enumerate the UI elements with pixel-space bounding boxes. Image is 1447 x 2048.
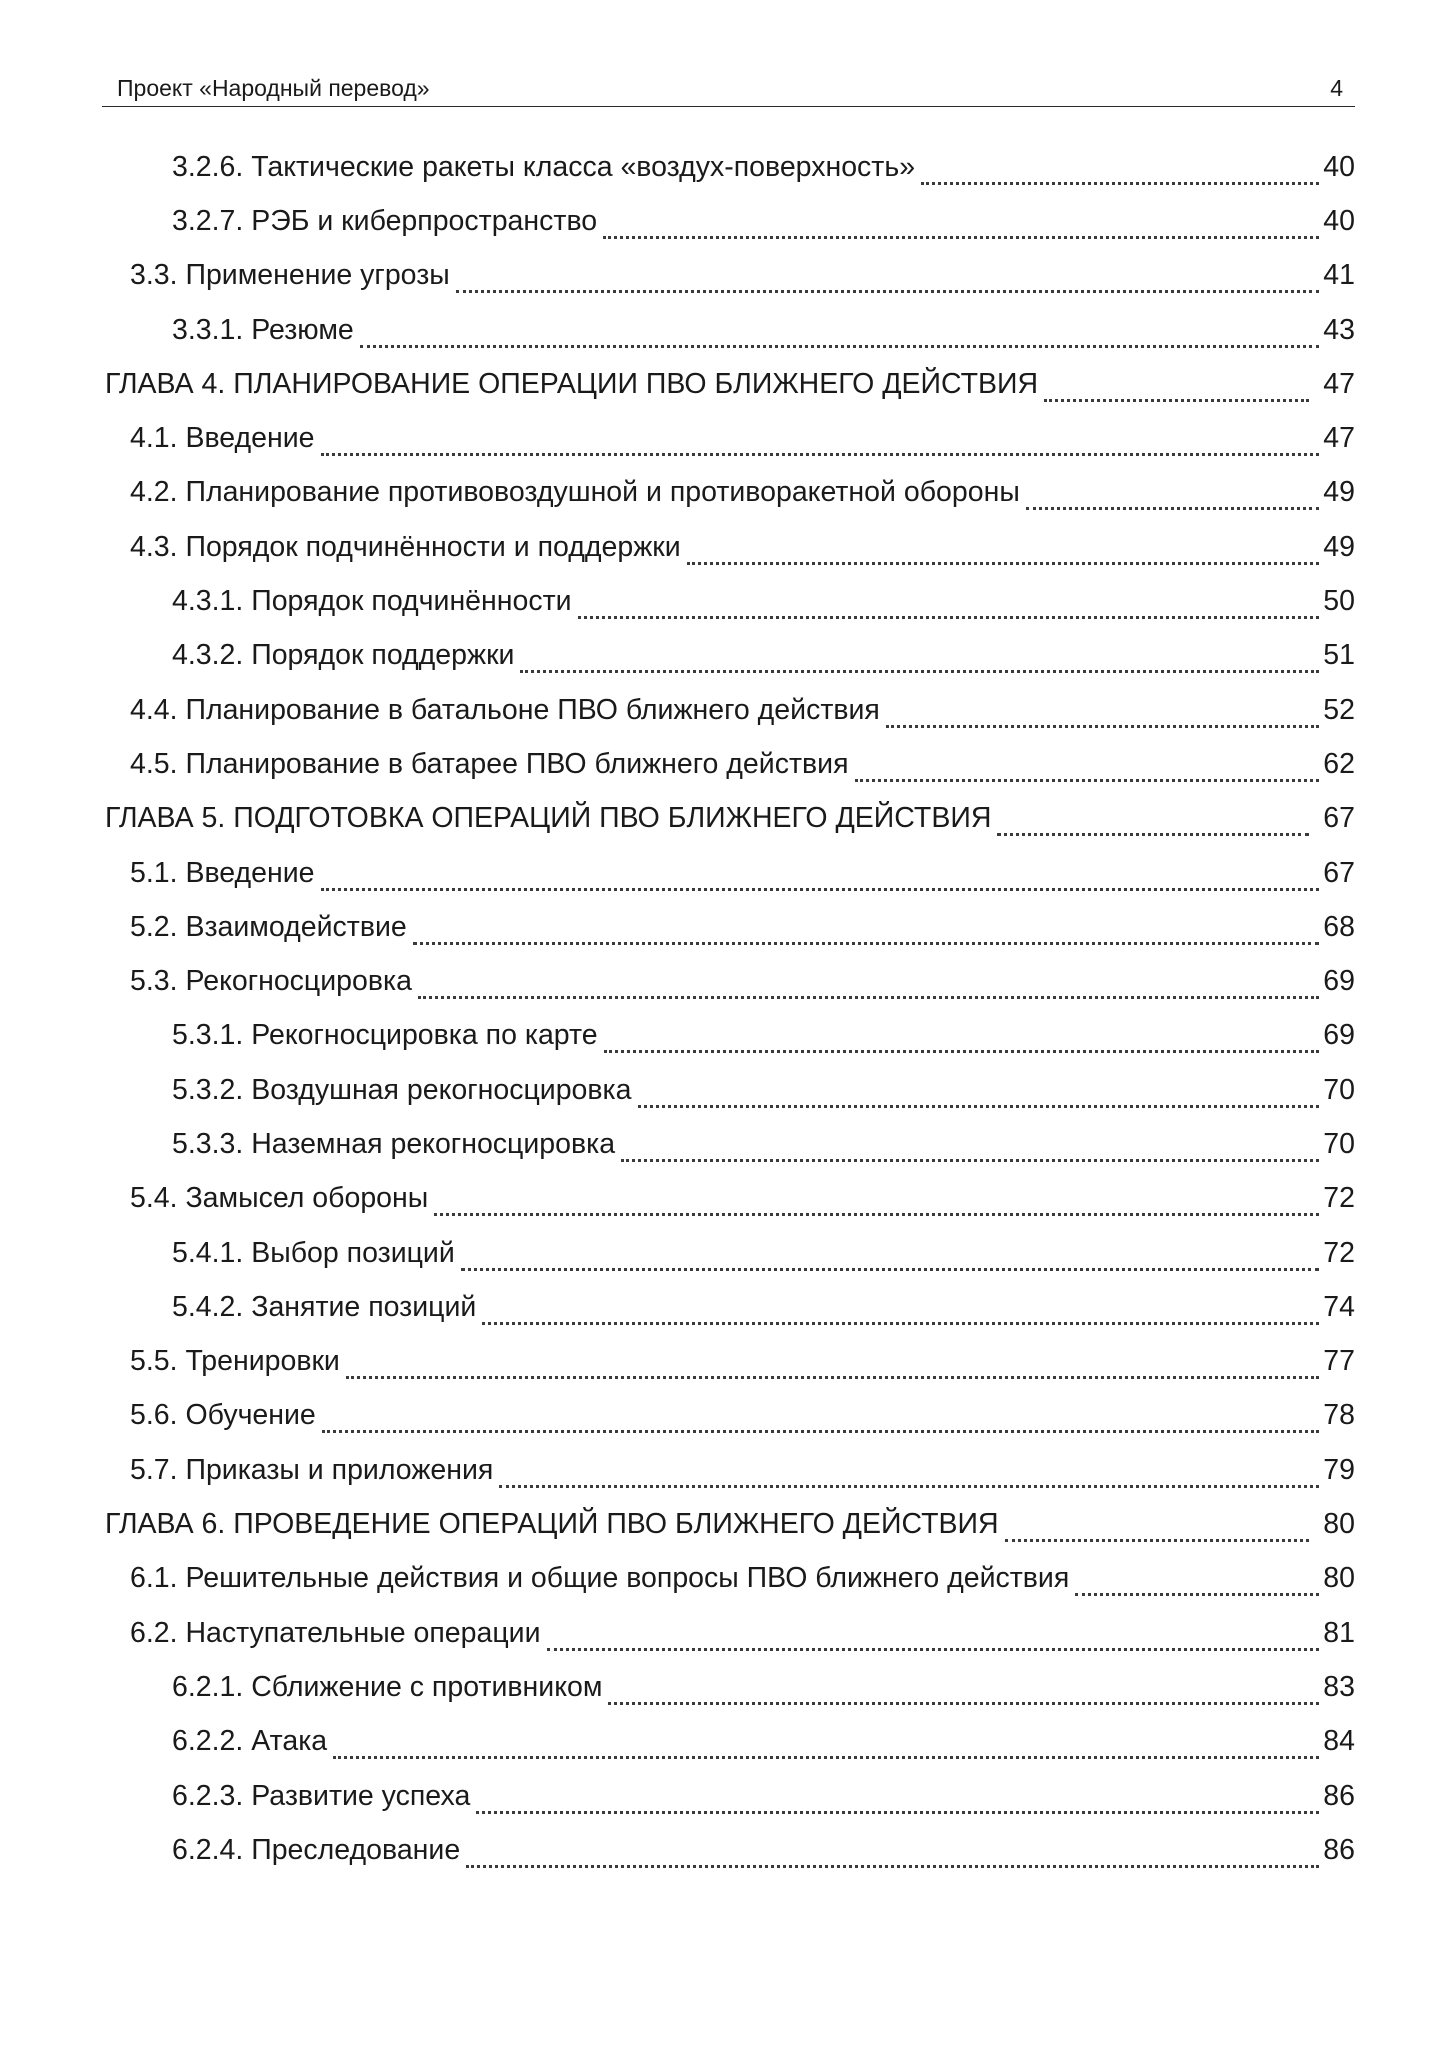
- dot-leader: [621, 1131, 1319, 1162]
- toc-entry-title: 4.4. Планирование в батальоне ПВО ближнего действия: [130, 693, 880, 726]
- toc-entry-page-number: 52: [1323, 693, 1355, 726]
- toc-entry-title: 6.2.4. Преследование: [172, 1833, 461, 1866]
- toc-entry[interactable]: [102, 1552, 1355, 1606]
- dot-leader: [687, 534, 1320, 565]
- toc-entry[interactable]: [102, 1335, 1355, 1389]
- dot-leader: [333, 1728, 1319, 1759]
- running-title: Проект «Народный перевод»: [117, 75, 430, 101]
- toc-entry-title: 5.3.3. Наземная рекогносцировка: [172, 1127, 616, 1160]
- dot-leader: [461, 1240, 1320, 1271]
- dot-leader: [604, 1022, 1320, 1053]
- toc-entry-page-number: 49: [1323, 476, 1355, 509]
- table-of-contents: [102, 140, 1355, 1878]
- toc-entry-page-number: 86: [1323, 1779, 1355, 1812]
- dot-leader: [476, 1783, 1319, 1814]
- toc-entry-page-number: 84: [1323, 1725, 1355, 1758]
- toc-entry-page-number: 80: [1323, 1508, 1355, 1541]
- toc-entry-page-number: 62: [1323, 747, 1355, 780]
- toc-entry-title: 3.2.7. РЭБ и киберпространство: [172, 204, 598, 237]
- dot-leader: [456, 262, 1320, 293]
- toc-entry-page-number: 68: [1323, 910, 1355, 943]
- toc-entry-title: 6.2.1. Сближение с противником: [172, 1670, 603, 1703]
- dot-leader: [1005, 1511, 1310, 1542]
- toc-entry-title: ГЛАВА 6. ПРОВЕДЕНИЕ ОПЕРАЦИЙ ПВО БЛИЖНЕГО ДЕЙСТВИЯ: [105, 1508, 999, 1541]
- toc-entry-page-number: 79: [1323, 1453, 1355, 1486]
- dot-leader: [434, 1185, 1319, 1216]
- dot-leader: [466, 1837, 1319, 1868]
- toc-chapter-entry[interactable]: [102, 1497, 1355, 1551]
- toc-entry-page-number: 69: [1323, 965, 1355, 998]
- page-number: 4: [1330, 75, 1343, 101]
- toc-entry-page-number: 74: [1323, 1290, 1355, 1323]
- toc-entry-title: 5.3.2. Воздушная рекогносцировка: [172, 1073, 632, 1106]
- toc-entry-title: 5.4.2. Занятие позиций: [172, 1290, 477, 1323]
- toc-entry[interactable]: [102, 466, 1355, 520]
- toc-entry-page-number: 67: [1323, 856, 1355, 889]
- toc-entry-title: 6.2.2. Атака: [172, 1725, 328, 1758]
- toc-entry[interactable]: [102, 1117, 1355, 1171]
- toc-entry-page-number: 72: [1323, 1182, 1355, 1215]
- toc-entry-page-number: 40: [1323, 150, 1355, 183]
- toc-entry[interactable]: [102, 954, 1355, 1008]
- toc-entry[interactable]: [102, 249, 1355, 303]
- toc-entry[interactable]: [102, 140, 1355, 194]
- toc-entry-page-number: 86: [1323, 1833, 1355, 1866]
- toc-entry-page-number: 70: [1323, 1127, 1355, 1160]
- dot-leader: [547, 1620, 1320, 1651]
- toc-entry[interactable]: [102, 411, 1355, 465]
- toc-entry-title: 4.3.1. Порядок подчинённости: [172, 585, 572, 618]
- dot-leader: [499, 1457, 1319, 1488]
- toc-entry-page-number: 50: [1323, 585, 1355, 618]
- dot-leader: [321, 425, 1320, 456]
- dot-leader: [418, 968, 1319, 999]
- toc-entry-title: 4.3.2. Порядок поддержки: [172, 639, 515, 672]
- toc-entry[interactable]: [102, 683, 1355, 737]
- toc-entry-title: 4.3. Порядок подчинённости и поддержки: [130, 530, 681, 563]
- toc-entry[interactable]: [102, 1660, 1355, 1714]
- toc-entry-page-number: 41: [1323, 259, 1355, 292]
- toc-entry-page-number: 70: [1323, 1073, 1355, 1106]
- toc-entry-page-number: 43: [1323, 313, 1355, 346]
- toc-entry[interactable]: [102, 846, 1355, 900]
- dot-leader: [578, 588, 1320, 619]
- toc-entry-title: 5.4. Замысел обороны: [130, 1182, 429, 1215]
- toc-entry-page-number: 47: [1323, 367, 1355, 400]
- dot-leader: [360, 317, 1320, 348]
- toc-entry-title: 3.3. Применение угрозы: [130, 259, 450, 292]
- toc-entry[interactable]: [102, 520, 1355, 574]
- dot-leader: [603, 208, 1319, 239]
- toc-chapter-entry[interactable]: [102, 792, 1355, 846]
- toc-entry-title: 4.5. Планирование в батарее ПВО ближнего действия: [130, 747, 849, 780]
- dot-leader: [1026, 479, 1319, 510]
- toc-entry-title: 6.2.3. Развитие успеха: [172, 1779, 471, 1812]
- dot-leader: [322, 1402, 1320, 1433]
- toc-entry[interactable]: [102, 1823, 1355, 1877]
- toc-entry[interactable]: [102, 1009, 1355, 1063]
- dot-leader: [346, 1348, 1319, 1379]
- toc-entry[interactable]: [102, 1226, 1355, 1280]
- toc-entry-page-number: 81: [1323, 1616, 1355, 1649]
- toc-entry-page-number: 78: [1323, 1399, 1355, 1432]
- toc-entry-page-number: 83: [1323, 1670, 1355, 1703]
- toc-entry-title: 5.3. Рекогносцировка: [130, 965, 412, 998]
- toc-entry-title: 5.6. Обучение: [130, 1399, 316, 1432]
- page-header: [102, 74, 1355, 107]
- toc-entry[interactable]: [102, 194, 1355, 248]
- toc-entry-title: 5.5. Тренировки: [130, 1345, 340, 1378]
- dot-leader: [886, 697, 1319, 728]
- toc-entry[interactable]: [102, 1769, 1355, 1823]
- toc-entry-title: 3.3.1. Резюме: [172, 313, 354, 346]
- toc-entry-title: 6.2. Наступательные операции: [130, 1616, 541, 1649]
- toc-entry[interactable]: [102, 629, 1355, 683]
- toc-chapter-entry[interactable]: [102, 357, 1355, 411]
- dot-leader: [1044, 371, 1309, 402]
- toc-entry-page-number: 51: [1323, 639, 1355, 672]
- toc-entry-title: 5.2. Взаимодействие: [130, 910, 407, 943]
- dot-leader: [855, 751, 1320, 782]
- toc-entry[interactable]: [102, 900, 1355, 954]
- dot-leader: [608, 1674, 1319, 1705]
- dot-leader: [321, 860, 1320, 891]
- toc-entry[interactable]: [102, 1715, 1355, 1769]
- toc-entry-page-number: 40: [1323, 204, 1355, 237]
- toc-entry-title: 3.2.6. Тактические ракеты класса «воздух-поверхность»: [172, 150, 916, 183]
- toc-entry-title: ГЛАВА 4. ПЛАНИРОВАНИЕ ОПЕРАЦИИ ПВО БЛИЖНЕГО ДЕЙСТВИЯ: [105, 367, 1039, 400]
- toc-entry[interactable]: [102, 303, 1355, 357]
- toc-entry[interactable]: [102, 1063, 1355, 1117]
- toc-entry-page-number: 72: [1323, 1236, 1355, 1269]
- toc-entry-page-number: 80: [1323, 1562, 1355, 1595]
- dot-leader: [413, 914, 1320, 945]
- toc-entry-page-number: 77: [1323, 1345, 1355, 1378]
- dot-leader: [638, 1077, 1320, 1108]
- toc-entry[interactable]: [102, 737, 1355, 791]
- toc-entry[interactable]: [102, 1389, 1355, 1443]
- toc-entry[interactable]: [102, 1606, 1355, 1660]
- toc-entry-title: 5.7. Приказы и приложения: [130, 1453, 494, 1486]
- toc-entry-title: 4.1. Введение: [130, 422, 315, 455]
- toc-entry[interactable]: [102, 1443, 1355, 1497]
- toc-entry-title: 5.3.1. Рекогносцировка по карте: [172, 1019, 598, 1052]
- toc-entry-title: 5.4.1. Выбор позиций: [172, 1236, 455, 1269]
- toc-entry[interactable]: [102, 574, 1355, 628]
- toc-entry-page-number: 69: [1323, 1019, 1355, 1052]
- toc-entry-page-number: 67: [1323, 802, 1355, 835]
- dot-leader: [520, 642, 1319, 673]
- toc-entry-title: 4.2. Планирование противовоздушной и противоракетной обороны: [130, 476, 1020, 509]
- dot-leader: [482, 1294, 1319, 1325]
- toc-entry[interactable]: [102, 1172, 1355, 1226]
- toc-entry-page-number: 47: [1323, 422, 1355, 455]
- dot-leader: [1075, 1565, 1319, 1596]
- toc-entry[interactable]: [102, 1280, 1355, 1334]
- dot-leader: [921, 154, 1319, 185]
- toc-entry-title: 5.1. Введение: [130, 856, 315, 889]
- toc-entry-page-number: 49: [1323, 530, 1355, 563]
- dot-leader: [997, 805, 1309, 836]
- toc-entry-title: ГЛАВА 5. ПОДГОТОВКА ОПЕРАЦИЙ ПВО БЛИЖНЕГО ДЕЙСТВИЯ: [105, 802, 992, 835]
- toc-entry-title: 6.1. Решительные действия и общие вопросы ПВО ближнего действия: [130, 1562, 1070, 1595]
